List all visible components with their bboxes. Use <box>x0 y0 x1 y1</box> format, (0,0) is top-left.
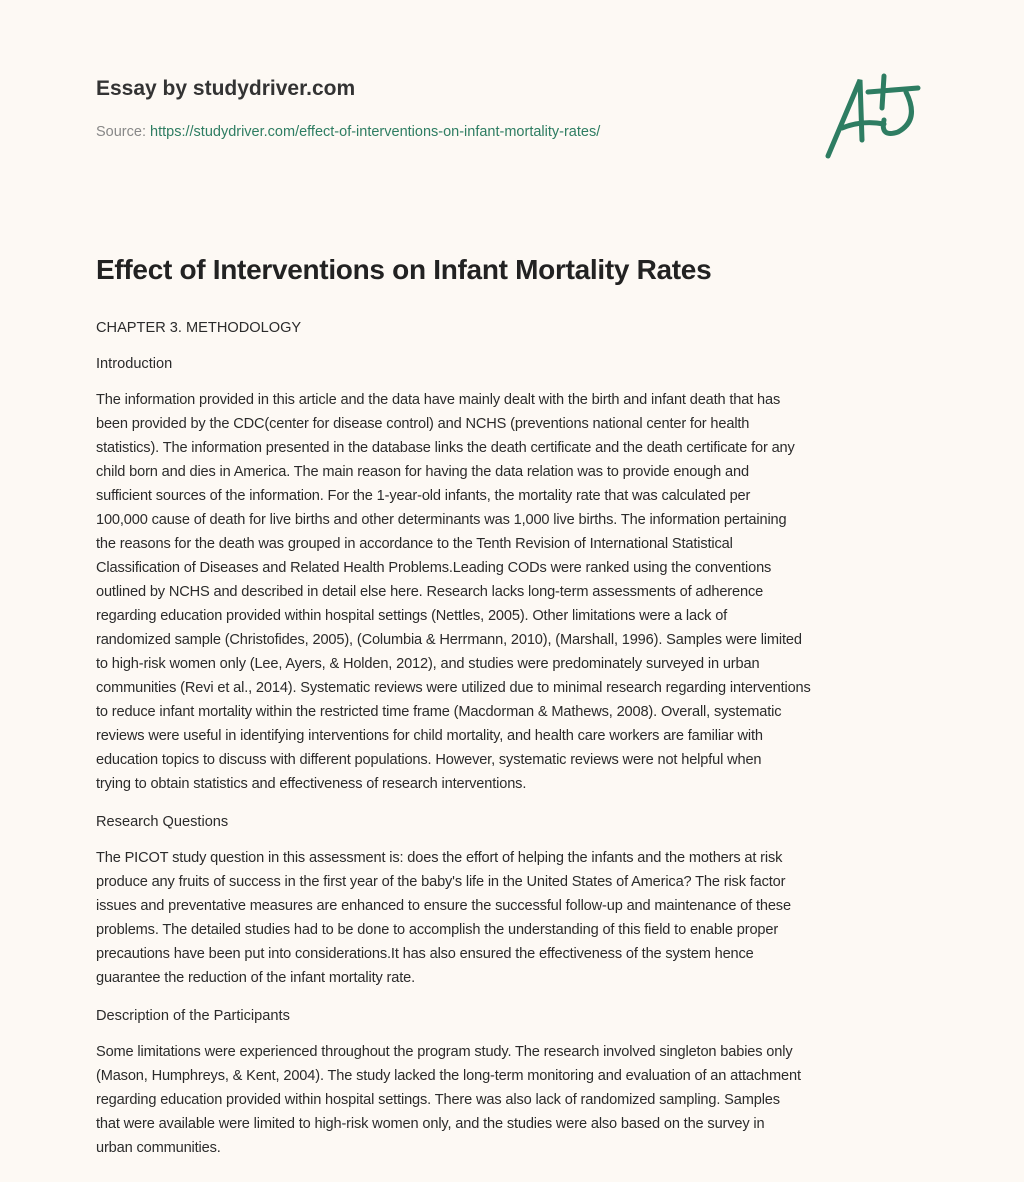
text-line: issues and preventative measures are enhanced to ensure the successful follow-up and maintenance of these <box>96 898 791 914</box>
text-line: education topics to discuss with different populations. However, systematic reviews were not helpful when <box>96 752 762 768</box>
source-label: Source: <box>96 124 146 140</box>
text-line: urban communities. <box>96 1140 221 1156</box>
section-heading: Research Questions <box>96 814 229 830</box>
text-line: guarantee the reduction of the infant mortality rate. <box>96 970 415 986</box>
section-heading: Description of the Participants <box>96 1008 290 1024</box>
paragraph <box>96 1040 936 1160</box>
text-line: statistics). The information presented in the database links the death certificate and the death certificate for any <box>96 440 795 456</box>
text-line: problems. The detailed studies had to be done to accomplish the understanding of this field to enable proper <box>96 922 779 938</box>
section-heading: Introduction <box>96 356 173 372</box>
text-line: The information provided in this article and the data have mainly dealt with the birth and infant death that has <box>96 392 781 408</box>
source-line <box>96 124 600 140</box>
text-line: communities (Revi et al., 2014). Systematic reviews were utilized due to minimal research regarding interventions <box>96 680 811 696</box>
a-plus-logo-icon <box>822 70 926 162</box>
text-line: (Mason, Humphreys, & Kent, 2004). The study lacked the long-term monitoring and evaluation of an attachment <box>96 1068 801 1084</box>
text-line: regarding education provided within hospital settings. There was also lack of randomized sampling. Samples <box>96 1092 780 1108</box>
text-line: been provided by the CDC(center for disease control) and NCHS (preventions national center for health <box>96 416 750 432</box>
text-line: sufficient sources of the information. For the 1-year-old infants, the mortality rate that was calculated per <box>96 488 751 504</box>
text-line: produce any fruits of success in the first year of the baby's life in the United States of America? The risk factor <box>96 874 786 890</box>
essay-body <box>96 316 936 1174</box>
text-line: The PICOT study question in this assessment is: does the effort of helping the infants and the mothers at risk <box>96 850 783 866</box>
text-line: to high-risk women only (Lee, Ayers, & Holden, 2012), and studies were predominately surveyed in urban <box>96 656 760 672</box>
text-line: to reduce infant mortality within the restricted time frame (Macdorman & Mathews, 2008). Overall, systematic <box>96 704 782 720</box>
section-heading: CHAPTER 3. METHODOLOGY <box>96 320 302 336</box>
text-line: regarding education provided within hospital settings (Nettles, 2005). Other limitations were a lack of <box>96 608 728 624</box>
text-line: that were available were limited to high-risk women only, and the studies were also based on the survey in <box>96 1116 765 1132</box>
paragraph <box>96 846 936 990</box>
essay-title: Effect of Interventions on Infant Mortality Rates <box>96 254 712 285</box>
text-line: child born and dies in America. The main reason for having the data relation was to provide enough and <box>96 464 749 480</box>
text-line: randomized sample (Christofides, 2005), (Columbia & Herrmann, 2010), (Marshall, 1996). Samples were limited <box>96 632 802 648</box>
text-line: the reasons for the death was grouped in accordance to the Tenth Revision of International Statistical <box>96 536 733 552</box>
text-line: Some limitations were experienced throughout the program study. The research involved singleton babies only <box>96 1044 793 1060</box>
text-line: reviews were useful in identifying interventions for child mortality, and health care workers are familiar with <box>96 728 763 744</box>
text-line: outlined by NCHS and described in detail else here. Research lacks long-term assessments of adherence <box>96 584 764 600</box>
text-line: precautions have been put into considerations.It has also ensured the effectiveness of the system hence <box>96 946 754 962</box>
text-line: trying to obtain statistics and effectiveness of research interventions. <box>96 776 527 792</box>
site-title: Essay by studydriver.com <box>96 77 356 100</box>
text-line: 100,000 cause of death for live births and other determinants was 1,000 live births. The information pertaining <box>96 512 787 528</box>
text-line: Classification of Diseases and Related Health Problems.Leading CODs were ranked using the conventions <box>96 560 772 576</box>
paragraph <box>96 388 936 796</box>
source-link[interactable]: https://studydriver.com/effect-of-interventions-on-infant-mortality-rates/ <box>150 124 601 140</box>
